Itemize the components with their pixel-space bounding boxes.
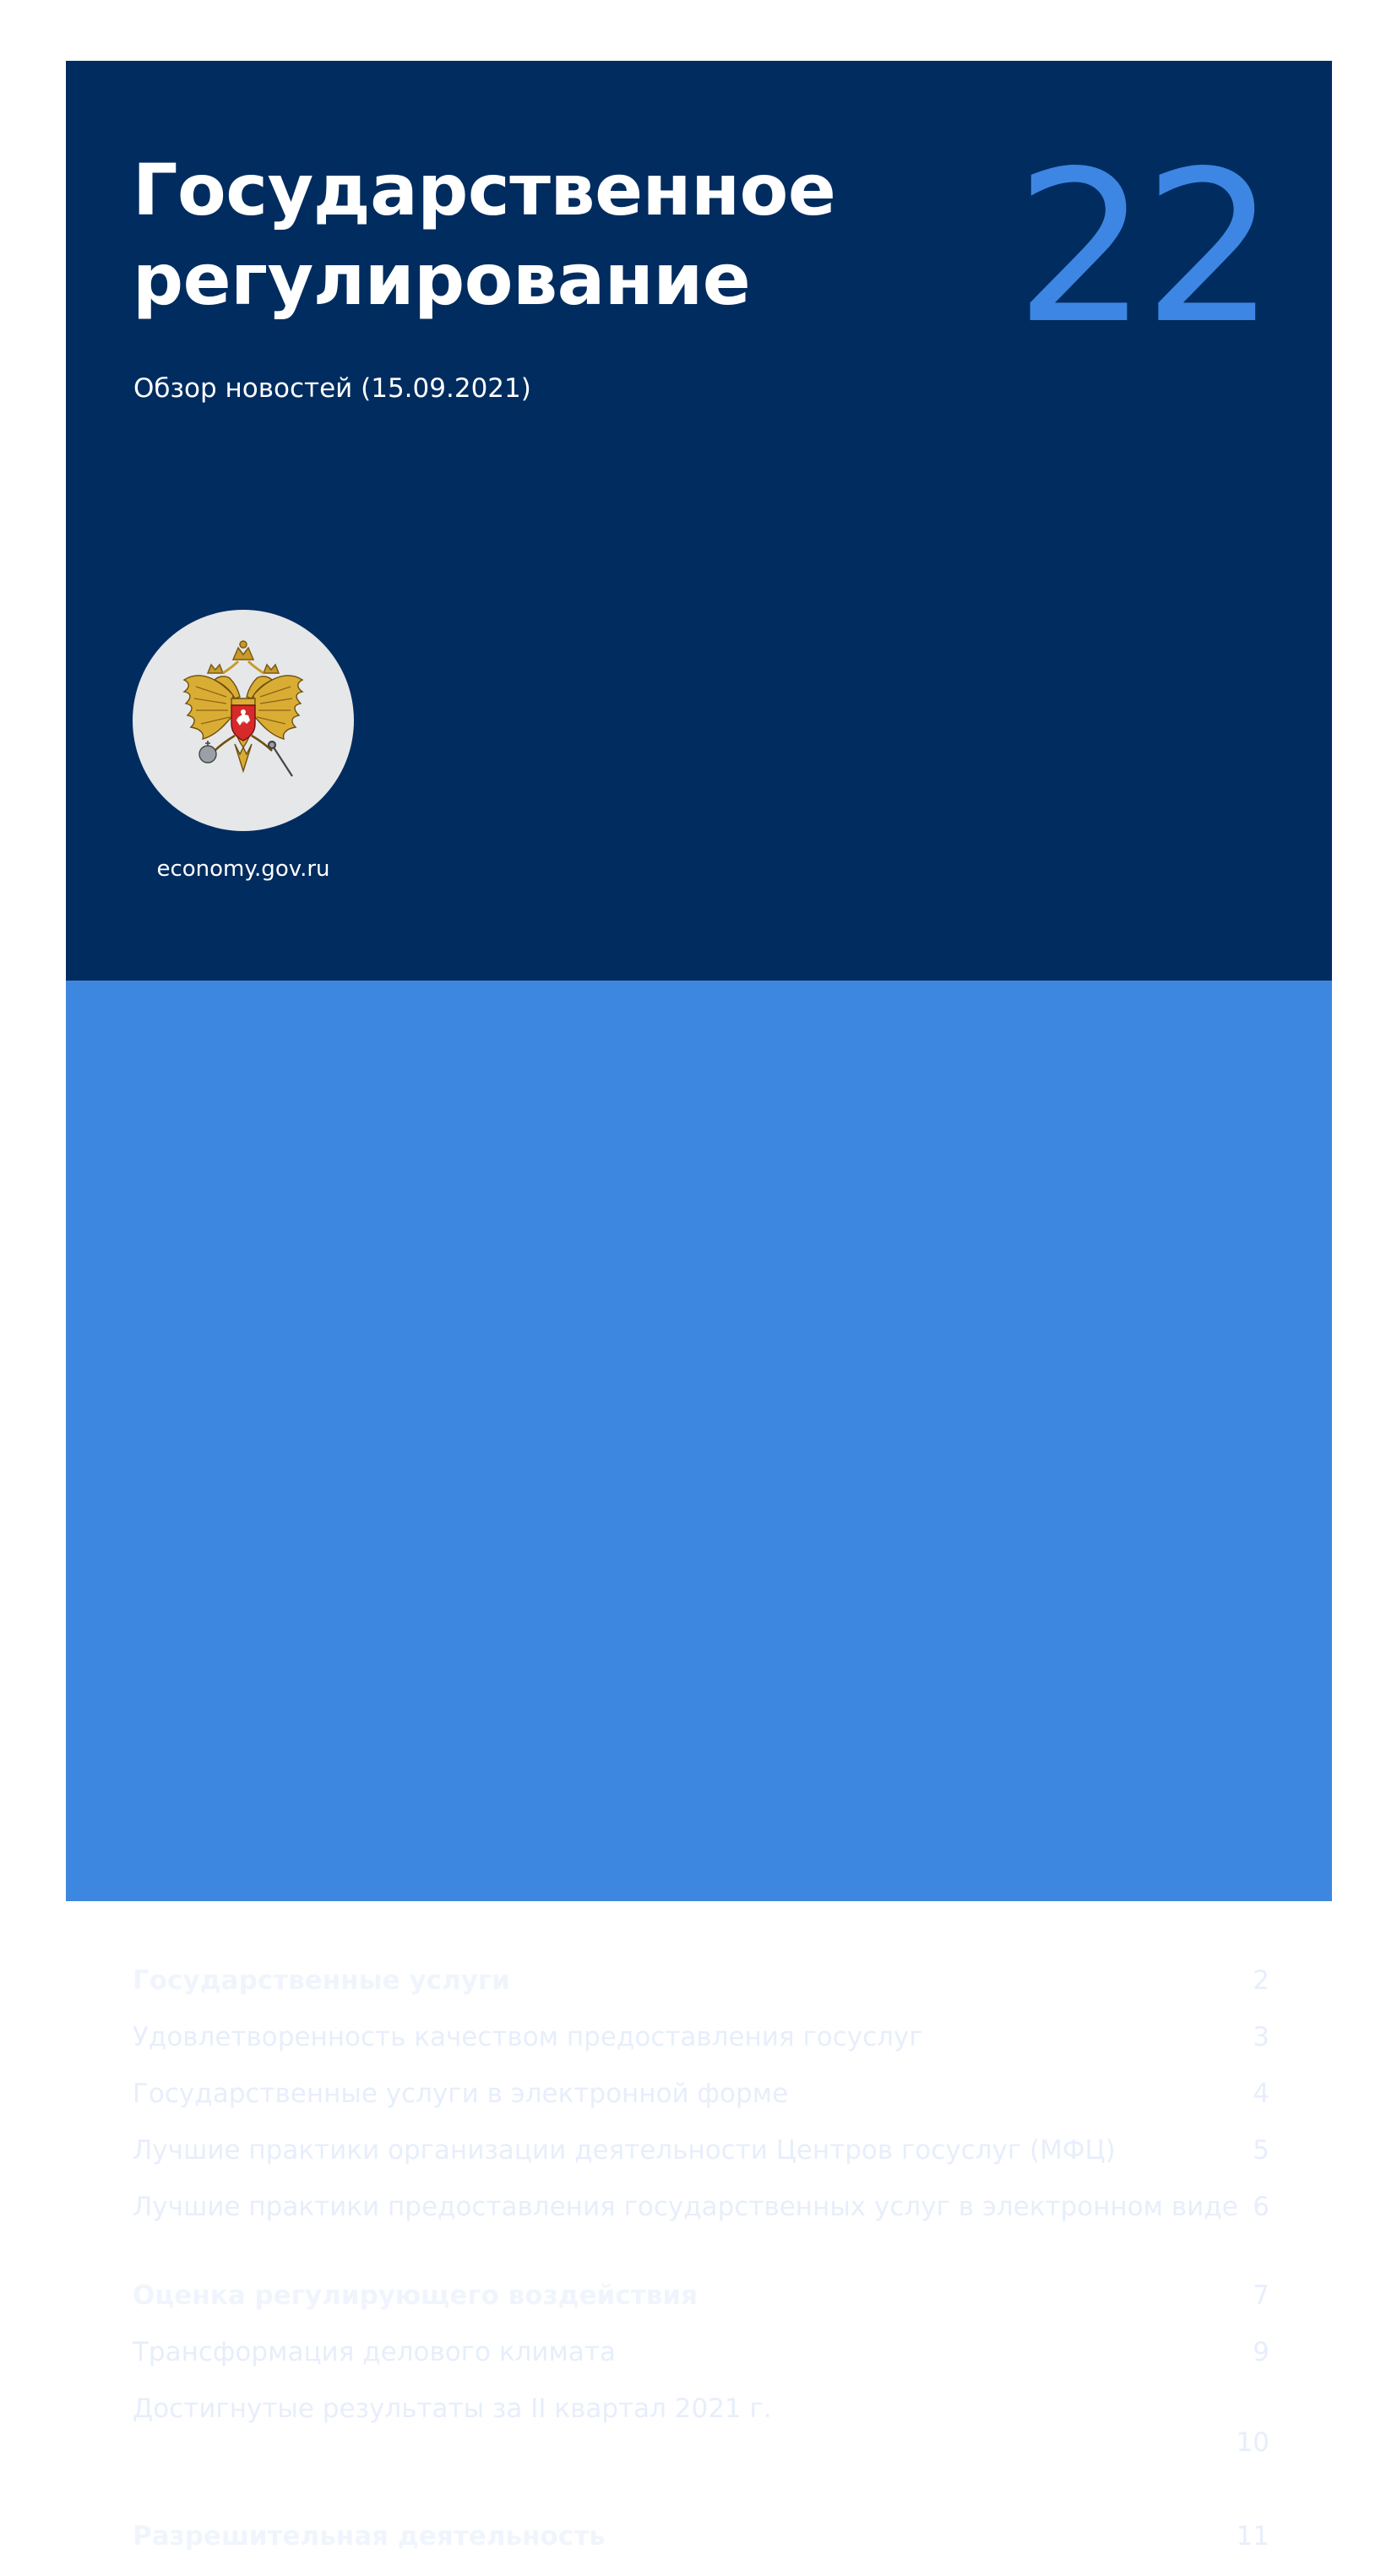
toc-section-regulatory-impact[interactable] [133, 2279, 1269, 2335]
toc-item-page: 10 [1236, 2427, 1269, 2458]
emblem-badge [133, 610, 354, 831]
table-of-contents [133, 1964, 1269, 2576]
toc-item-page: 2 [1253, 1965, 1269, 1996]
toc-section-permits[interactable] [133, 2519, 1269, 2576]
toc-item-electronic-practices[interactable] [133, 2190, 1269, 2247]
toc-item-q2-results[interactable] [133, 2392, 1269, 2483]
table-of-contents-section [66, 981, 1332, 2552]
toc-item-page: 9 [1253, 2337, 1269, 2367]
toc-item-label: Трансформация делового климата [133, 2337, 616, 2367]
toc-item-label: Государственные услуги в электронной форме [133, 2079, 789, 2109]
toc-item-satisfaction[interactable] [133, 2020, 1269, 2077]
toc-item-business-climate[interactable] [133, 2335, 1269, 2392]
toc-item-page: 3 [1253, 2022, 1269, 2052]
issue-number: 22 [1014, 127, 1271, 370]
toc-item-label: Лучшие практики организации деятельности Центров госуслуг (МФЦ) [133, 2135, 1116, 2166]
toc-item-label: Удовлетворенность качеством предоставления госуслуг [133, 2022, 923, 2052]
title-line-2: регулирование [133, 238, 751, 321]
toc-item-page: 7 [1253, 2280, 1269, 2311]
toc-item-label: Государственные услуги [133, 1965, 510, 1996]
toc-item-page: 4 [1253, 2079, 1269, 2109]
website-url[interactable]: economy.gov.ru [156, 856, 330, 882]
toc-item-label: Разрешительная деятельность [133, 2521, 606, 2552]
page-title [133, 145, 835, 324]
title-line-1: Государственное [133, 149, 836, 231]
toc-item-label: Лучшие практики предоставления государственных услуг в электронном виде [133, 2192, 1238, 2222]
news-review-subtitle: Обзор новостей (15.09.2021) [133, 373, 531, 404]
russian-coat-of-arms-icon [159, 636, 328, 805]
document-page [66, 61, 1332, 2552]
toc-item-page: 5 [1253, 2135, 1269, 2166]
toc-item-mfc-practices[interactable] [133, 2133, 1269, 2190]
toc-item-page: 6 [1253, 2192, 1269, 2222]
toc-item-electronic-services[interactable] [133, 2077, 1269, 2133]
toc-section-public-services[interactable] [133, 1964, 1269, 2020]
toc-item-label: Достигнутые результаты за II квартал 2021 г. [133, 2394, 772, 2424]
toc-item-label: Оценка регулирующего воздействия [133, 2280, 698, 2311]
toc-item-page: 11 [1236, 2521, 1269, 2552]
cover-header-section [66, 61, 1332, 981]
